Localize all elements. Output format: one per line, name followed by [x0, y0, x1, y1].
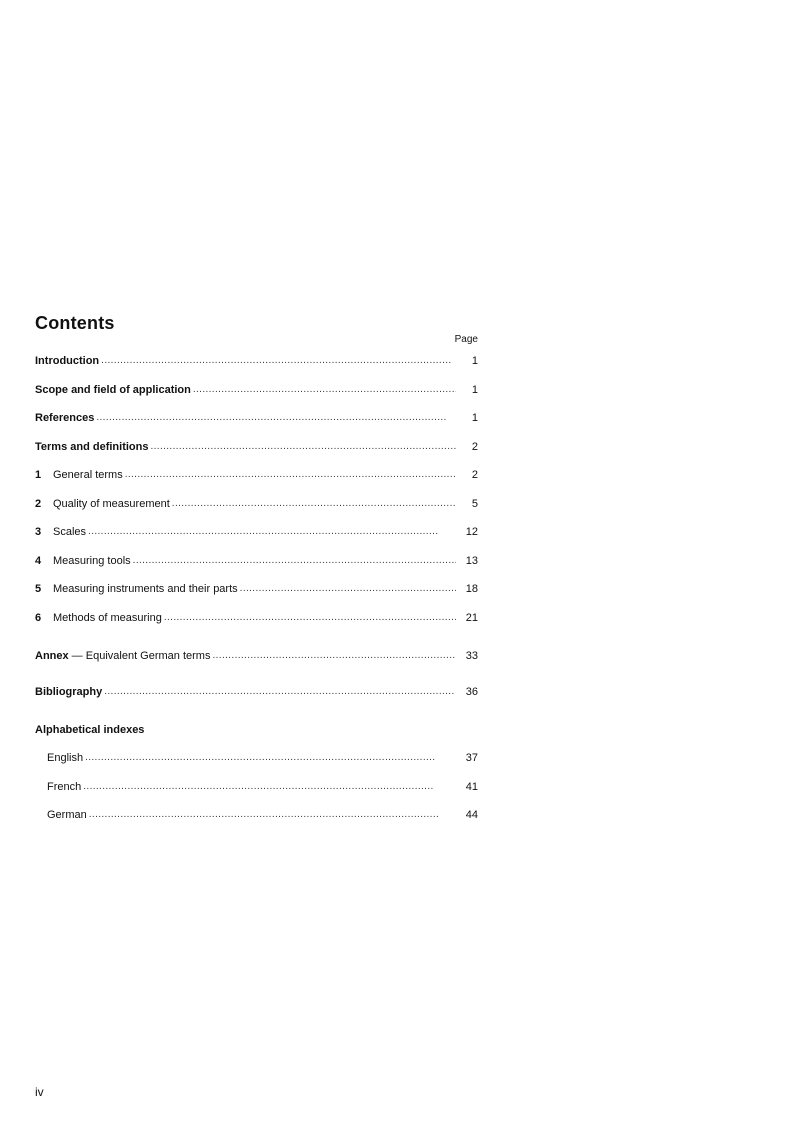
toc-entry-number: 3 [35, 526, 42, 538]
toc-entry-quality-of-measurement[interactable] [35, 496, 478, 512]
toc-entry-label: Methods of measuring [53, 612, 162, 624]
toc-entry-label [35, 648, 210, 664]
toc-entry-page: 18 [465, 583, 478, 595]
toc-entry-references[interactable] [35, 410, 478, 426]
toc-entry-page: 13 [465, 555, 478, 567]
toc-entry-label: Introduction [35, 355, 100, 367]
leader-dots [83, 779, 456, 795]
toc-entry-bibliography[interactable] [35, 684, 478, 700]
toc-entry-page: 37 [465, 752, 478, 764]
leader-dots [193, 382, 456, 398]
toc-entry-page: 1 [471, 355, 478, 367]
toc-entry-label: Scope and field of application [35, 384, 191, 396]
leader-dots [88, 524, 456, 540]
toc-entry-page: 21 [465, 612, 478, 624]
leader-dots [150, 439, 456, 455]
annex-separator: — [68, 650, 86, 662]
toc-entry-label: Terms and definitions [35, 441, 149, 453]
toc-entry-annex[interactable] [35, 648, 478, 664]
toc-entry-number: 5 [35, 583, 42, 595]
toc-entry-page: 1 [471, 412, 478, 424]
leader-dots [85, 750, 456, 766]
toc-entry-page: 33 [465, 650, 478, 662]
toc-entry-methods-of-measuring[interactable] [35, 610, 478, 626]
toc-entry-page: 2 [471, 441, 478, 453]
toc-entry-number: 6 [35, 612, 42, 624]
toc-entry-page: 5 [471, 498, 478, 510]
toc-entry-page: 36 [465, 686, 478, 698]
toc-entry-label: General terms [53, 469, 123, 481]
leader-dots [133, 553, 456, 569]
toc-entry-page: 2 [471, 469, 478, 481]
toc-entry-number: 4 [35, 555, 42, 567]
toc-entry-label: Measuring instruments and their parts [53, 583, 238, 595]
toc-entry-number: 2 [35, 498, 42, 510]
leader-dots [101, 353, 456, 369]
leader-dots [212, 648, 456, 664]
toc-entry-terms-and-definitions[interactable] [35, 439, 478, 455]
toc-entry-index-english[interactable] [47, 750, 478, 766]
leader-dots [89, 807, 456, 823]
toc-entry-measuring-instruments[interactable] [35, 581, 478, 597]
toc-entry-page: 1 [471, 384, 478, 396]
toc-entry-general-terms[interactable] [35, 467, 478, 483]
annex-title: Equivalent German terms [85, 650, 211, 662]
toc-entry-scales[interactable] [35, 524, 478, 540]
annex-label: Annex [35, 650, 69, 662]
toc-entry-number: 1 [35, 469, 42, 481]
leader-dots [104, 684, 456, 700]
toc-entry-measuring-tools[interactable] [35, 553, 478, 569]
toc-entry-index-german[interactable] [47, 807, 478, 823]
toc-entry-page: 12 [465, 526, 478, 538]
contents-title: Contents [35, 313, 115, 333]
toc-entry-label: French [47, 781, 82, 793]
toc-entry-label: References [35, 412, 95, 424]
leader-dots [125, 467, 456, 483]
toc-entry-page: 44 [465, 809, 478, 821]
leader-dots [172, 496, 456, 512]
leader-dots [240, 581, 456, 597]
page-column-label: Page [454, 334, 478, 345]
toc-entry-introduction[interactable] [35, 353, 478, 369]
footer-page-number: iv [35, 1085, 44, 1099]
toc-entry-scope[interactable] [35, 382, 478, 398]
toc-heading-alphabetical-indexes: Alphabetical indexes [35, 724, 145, 736]
toc-entry-page: 41 [465, 781, 478, 793]
leader-dots [96, 410, 456, 426]
toc-entry-label: Quality of measurement [53, 498, 170, 510]
toc-entry-label: Bibliography [35, 686, 103, 698]
leader-dots [164, 610, 456, 626]
toc-entry-label: English [47, 752, 84, 764]
toc-entry-label: Measuring tools [53, 555, 131, 567]
toc-entry-label: German [47, 809, 87, 821]
toc-entry-index-french[interactable] [47, 779, 478, 795]
toc-entry-label: Scales [53, 526, 87, 538]
